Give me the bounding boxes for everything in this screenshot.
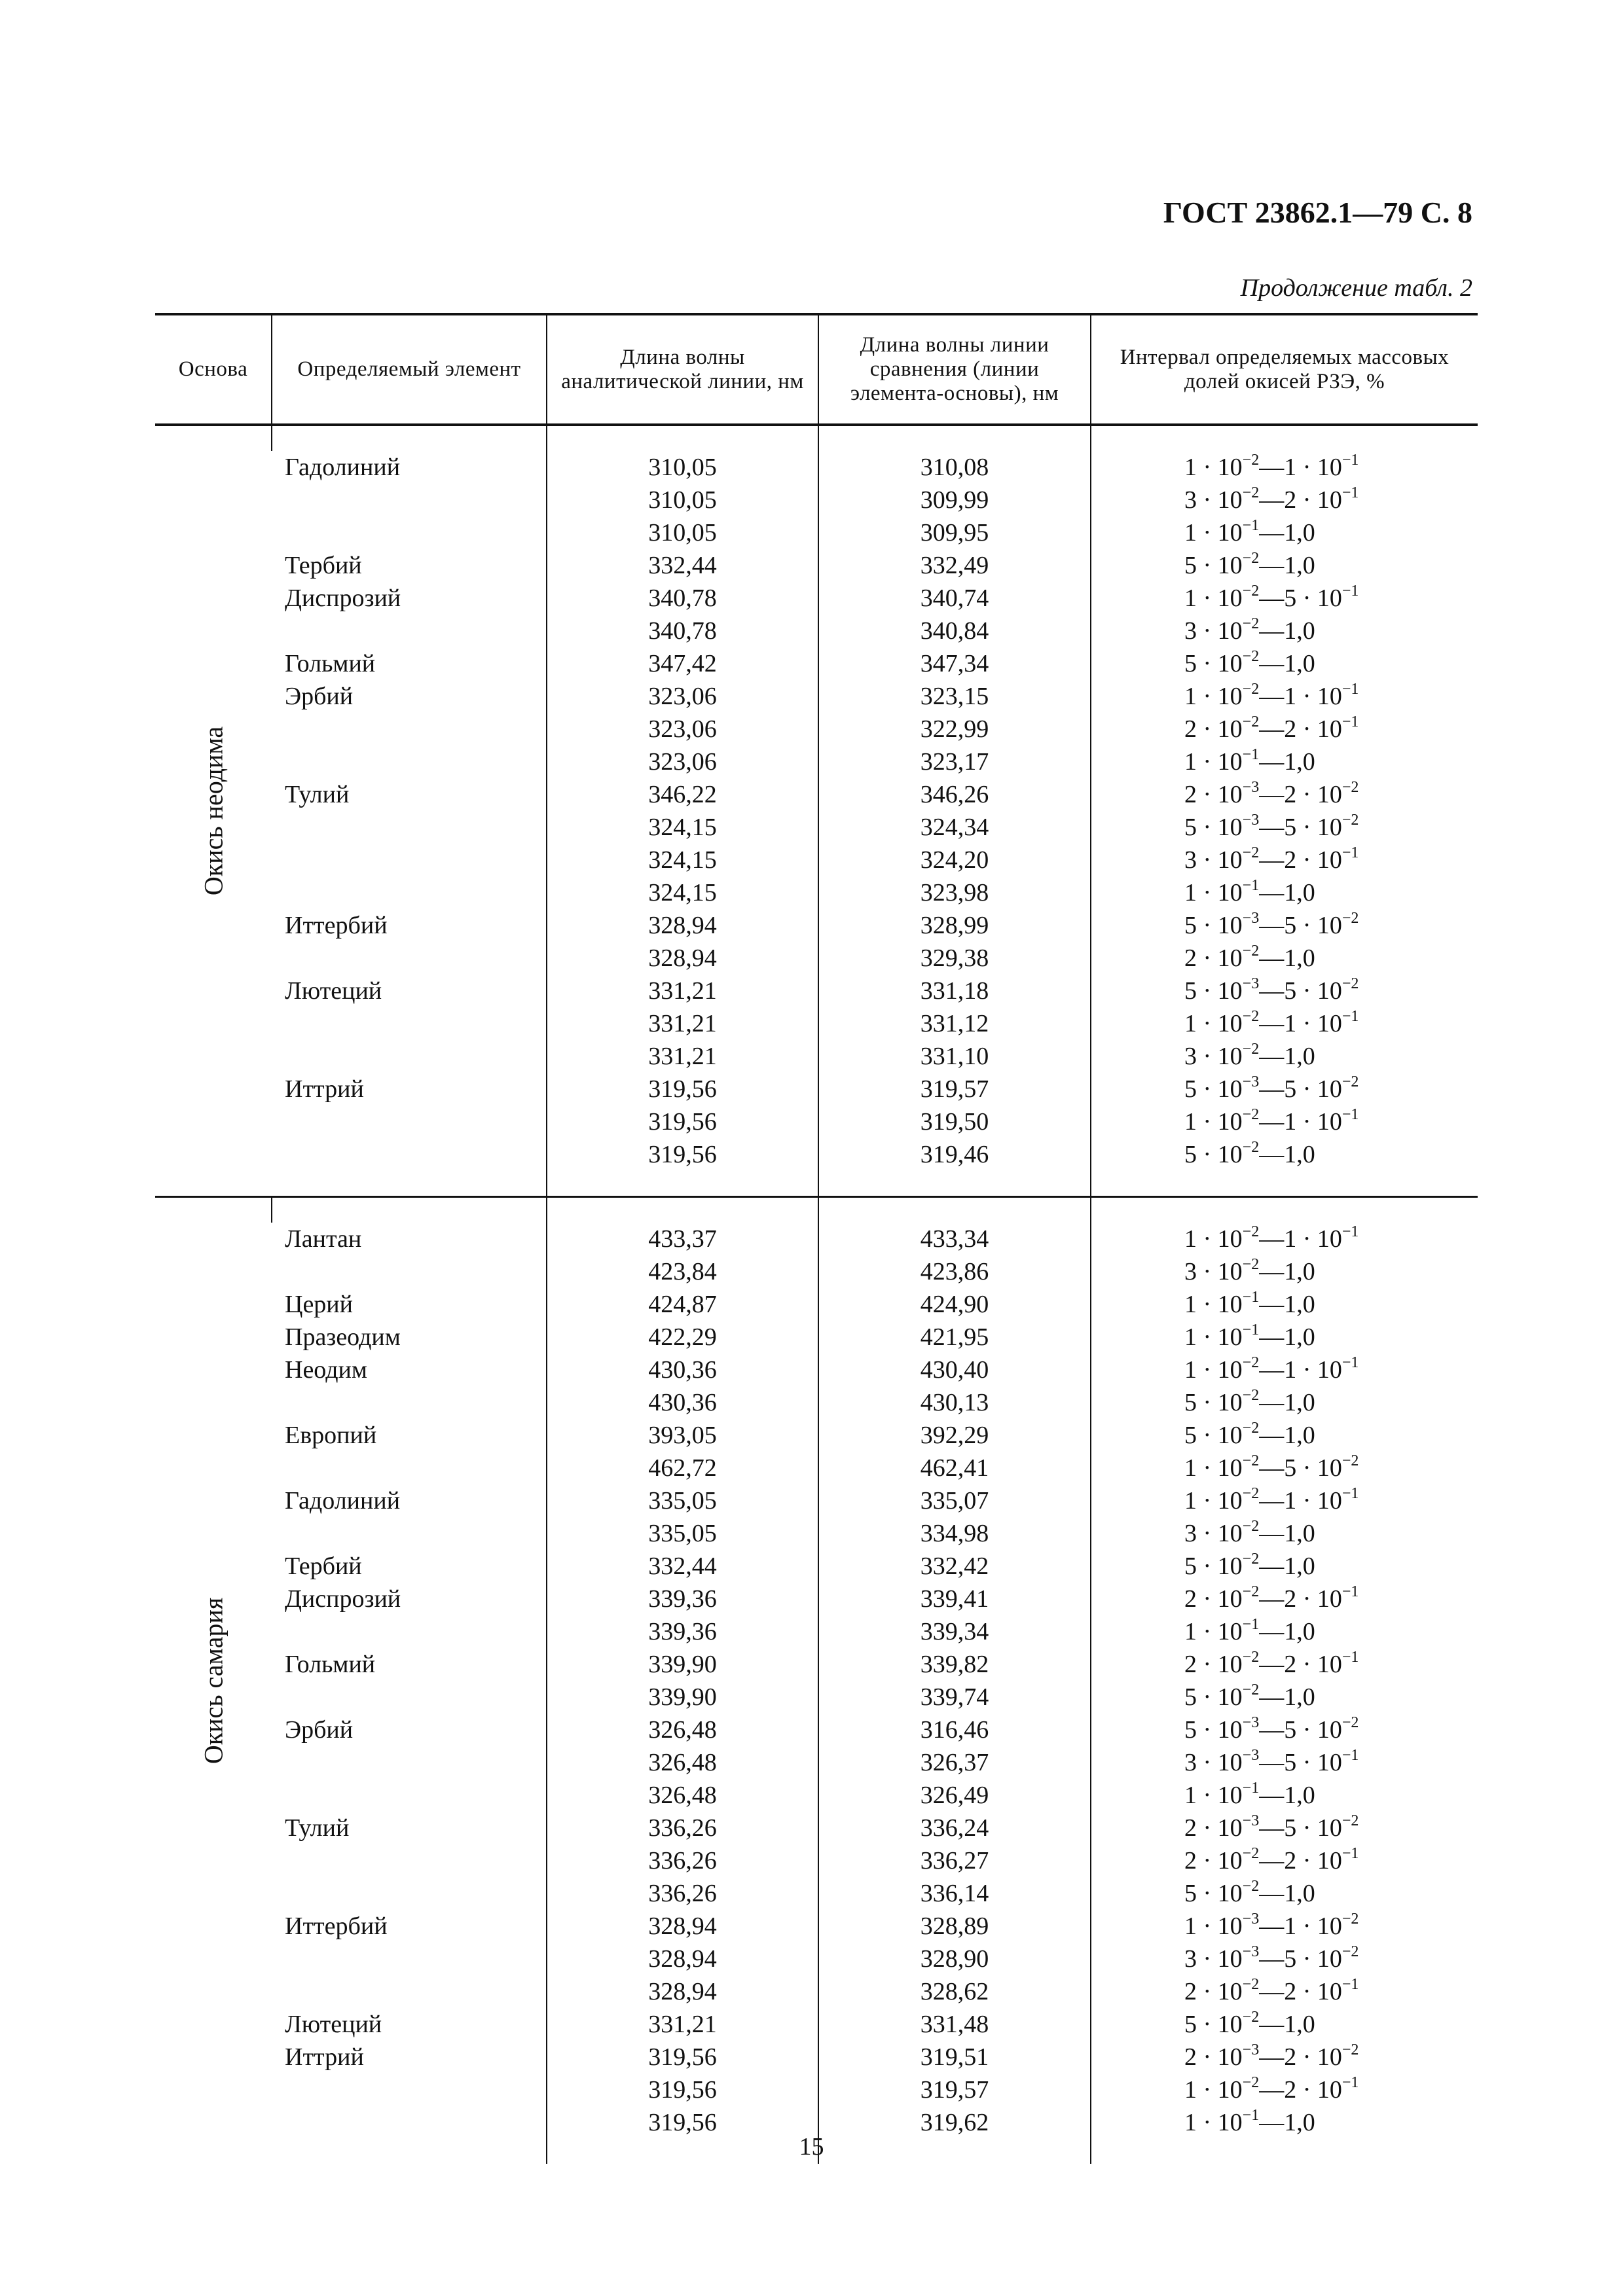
table-row — [155, 516, 1478, 549]
analytical-wavelength-cell: 340,78 — [547, 582, 818, 615]
mass-fraction-range-cell: $1 \cdot 10^{-1}—1,0$ — [1091, 1779, 1478, 1812]
reference-wavelength-cell: 309,99 — [818, 484, 1091, 516]
element-name-cell — [272, 1255, 547, 1288]
reference-wavelength-cell: 462,41 — [818, 1452, 1091, 1484]
reference-wavelength-cell: 332,49 — [818, 549, 1091, 582]
table-row — [155, 1223, 1478, 1255]
element-name-cell: Гольмий — [285, 650, 376, 677]
table-row — [155, 1975, 1478, 2008]
element-name-cell: Лютеций — [285, 977, 382, 1005]
spacer-cell — [1091, 1171, 1478, 1197]
mass-fraction-range-cell: $2 \cdot 10^{-2}—2 \cdot 10^{-1}$ — [1091, 1583, 1478, 1615]
analytical-wavelength-cell: 323,06 — [547, 713, 818, 745]
analytical-wavelength-cell: 310,05 — [547, 484, 818, 516]
mass-fraction-range-cell: $1 \cdot 10^{-2}—1 \cdot 10^{-1}$ — [1091, 1007, 1478, 1040]
reference-wavelength-cell: 329,38 — [818, 942, 1091, 975]
mass-fraction-range-cell: $3 \cdot 10^{-2}—1,0$ — [1091, 1040, 1478, 1073]
element-name-cell — [272, 844, 547, 876]
mass-fraction-range-cell: $1 \cdot 10^{-2}—1 \cdot 10^{-1}$ — [1091, 1354, 1478, 1386]
element-name-cell — [272, 1746, 547, 1779]
mass-fraction-range-cell: $1 \cdot 10^{-1}—1,0$ — [1091, 2106, 1478, 2139]
reference-wavelength-cell: 323,17 — [818, 745, 1091, 778]
analytical-wavelength-cell: 336,26 — [547, 1844, 818, 1877]
mass-fraction-range-cell: $1 \cdot 10^{-2}—1 \cdot 10^{-1}$ — [1091, 680, 1478, 713]
reference-wavelength-cell: 324,34 — [818, 811, 1091, 844]
table-row — [155, 1321, 1478, 1354]
table-row — [155, 778, 1478, 811]
analytical-wavelength-cell: 324,15 — [547, 844, 818, 876]
spacer-cell — [547, 1198, 818, 1223]
table-row — [155, 1877, 1478, 1910]
mass-fraction-range-cell: $1 \cdot 10^{-1}—1,0$ — [1091, 1321, 1478, 1354]
element-name-cell — [272, 1040, 547, 1073]
mass-fraction-range-cell: $2 \cdot 10^{-2}—2 \cdot 10^{-1}$ — [1091, 1975, 1478, 2008]
table-row — [155, 1910, 1478, 1943]
element-name-cell — [272, 1386, 547, 1419]
mass-fraction-range-cell: $5 \cdot 10^{-2}—1,0$ — [1091, 1419, 1478, 1452]
mass-fraction-range-cell: $3 \cdot 10^{-3}—5 \cdot 10^{-1}$ — [1091, 1746, 1478, 1779]
reference-wavelength-cell: 316,46 — [818, 1713, 1091, 1746]
table-row — [155, 1517, 1478, 1550]
table-row — [155, 582, 1478, 615]
element-name-cell — [272, 1943, 547, 1975]
reference-wavelength-cell: 328,89 — [818, 1910, 1091, 1943]
table-row — [155, 1386, 1478, 1419]
mass-fraction-range-cell: $2 \cdot 10^{-2}—2 \cdot 10^{-1}$ — [1091, 1844, 1478, 1877]
element-name-cell: Иттрий — [285, 1075, 364, 1103]
element-name-cell — [272, 1615, 547, 1648]
mass-fraction-range-cell: $2 \cdot 10^{-3}—5 \cdot 10^{-2}$ — [1091, 1812, 1478, 1844]
table-row — [155, 1354, 1478, 1386]
spacer-cell — [272, 1198, 547, 1223]
spacer-cell — [818, 1171, 1091, 1197]
element-name-cell — [272, 2073, 547, 2106]
analytical-wavelength-cell: 422,29 — [547, 1321, 818, 1354]
element-name-cell — [272, 1779, 547, 1812]
column-header-element: Определяемый элемент — [272, 314, 547, 425]
table-row — [155, 909, 1478, 942]
table-row — [155, 1040, 1478, 1073]
analytical-wavelength-cell: 319,56 — [547, 1073, 818, 1105]
reference-wavelength-cell: 319,57 — [818, 2073, 1091, 2106]
mass-fraction-range-cell: $1 \cdot 10^{-1}—1,0$ — [1091, 876, 1478, 909]
element-name-cell — [272, 484, 547, 516]
reference-wavelength-cell: 430,13 — [818, 1386, 1091, 1419]
element-name-cell — [272, 1975, 547, 2008]
mass-fraction-range-cell: $1 \cdot 10^{-2}—1 \cdot 10^{-1}$ — [1091, 1223, 1478, 1255]
reference-wavelength-cell: 324,20 — [818, 844, 1091, 876]
spacer-cell — [547, 425, 818, 451]
analytical-wavelength-cell: 339,90 — [547, 1681, 818, 1713]
analytical-wavelength-cell: 310,05 — [547, 516, 818, 549]
table-row — [155, 1288, 1478, 1321]
reference-wavelength-cell: 336,24 — [818, 1812, 1091, 1844]
table-row — [155, 1943, 1478, 1975]
table-row — [155, 975, 1478, 1007]
element-name-cell: Лютеций — [285, 2011, 382, 2038]
mass-fraction-range-cell: $1 \cdot 10^{-2}—5 \cdot 10^{-1}$ — [1091, 582, 1478, 615]
reference-wavelength-cell: 335,07 — [818, 1484, 1091, 1517]
reference-wavelength-cell: 319,50 — [818, 1105, 1091, 1138]
analytical-wavelength-cell: 326,48 — [547, 1779, 818, 1812]
element-name-cell: Гольмий — [285, 1651, 376, 1678]
mass-fraction-range-cell: $1 \cdot 10^{-1}—1,0$ — [1091, 516, 1478, 549]
analytical-wavelength-cell: 323,06 — [547, 680, 818, 713]
analytical-wavelength-cell: 336,26 — [547, 1812, 818, 1844]
analytical-wavelength-cell: 319,56 — [547, 2041, 818, 2073]
analytical-wavelength-cell: 433,37 — [547, 1223, 818, 1255]
element-name-cell — [272, 811, 547, 844]
mass-fraction-range-cell: $3 \cdot 10^{-2}—1,0$ — [1091, 615, 1478, 647]
reference-wavelength-cell: 319,51 — [818, 2041, 1091, 2073]
element-name-cell: Иттербий — [285, 1912, 388, 1940]
element-name-cell — [272, 1452, 547, 1484]
element-name-cell: Европий — [285, 1422, 377, 1449]
table-row — [155, 1073, 1478, 1105]
reference-wavelength-cell: 326,37 — [818, 1746, 1091, 1779]
section-bottom-spacer — [155, 1171, 1478, 1197]
reference-wavelength-cell: 328,90 — [818, 1943, 1091, 1975]
analytical-wavelength-cell: 328,94 — [547, 942, 818, 975]
table-row — [155, 1484, 1478, 1517]
table-row — [155, 1138, 1478, 1171]
mass-fraction-range-cell: $1 \cdot 10^{-2}—1 \cdot 10^{-1}$ — [1091, 451, 1478, 484]
reference-wavelength-cell: 424,90 — [818, 1288, 1091, 1321]
analytical-wavelength-cell: 328,94 — [547, 1910, 818, 1943]
element-name-cell — [272, 1877, 547, 1910]
table-row — [155, 680, 1478, 713]
reference-wavelength-cell: 319,57 — [818, 1073, 1091, 1105]
mass-fraction-range-cell: $1 \cdot 10^{-1}—1,0$ — [1091, 1615, 1478, 1648]
element-name-cell: Иттербий — [285, 912, 388, 939]
table-row — [155, 2073, 1478, 2106]
mass-fraction-range-cell: $1 \cdot 10^{-1}—1,0$ — [1091, 1288, 1478, 1321]
analytical-wavelength-cell: 328,94 — [547, 1975, 818, 2008]
table-row — [155, 1583, 1478, 1615]
analytical-wavelength-cell: 331,21 — [547, 2008, 818, 2041]
mass-fraction-range-cell: $1 \cdot 10^{-2}—2 \cdot 10^{-1}$ — [1091, 2073, 1478, 2106]
table-row — [155, 2041, 1478, 2073]
mass-fraction-range-cell: $2 \cdot 10^{-3}—2 \cdot 10^{-2}$ — [1091, 778, 1478, 811]
reference-wavelength-cell: 339,82 — [818, 1648, 1091, 1681]
spacer-cell — [1091, 425, 1478, 451]
analytical-wavelength-cell: 336,26 — [547, 1877, 818, 1910]
reference-wavelength-cell: 328,62 — [818, 1975, 1091, 2008]
element-name-cell: Тербий — [285, 1552, 362, 1580]
base-material-label: Окись самария — [198, 1597, 228, 1765]
mass-fraction-range-cell: $5 \cdot 10^{-2}—1,0$ — [1091, 1138, 1478, 1171]
analytical-wavelength-cell: 319,56 — [547, 1138, 818, 1171]
spacer-cell — [272, 425, 547, 451]
reference-wavelength-cell: 319,62 — [818, 2106, 1091, 2139]
reference-wavelength-cell: 340,74 — [818, 582, 1091, 615]
analytical-wavelength-cell: 393,05 — [547, 1419, 818, 1452]
reference-wavelength-cell: 423,86 — [818, 1255, 1091, 1288]
element-name-cell: Эрбий — [285, 683, 354, 710]
mass-fraction-range-cell: $2 \cdot 10^{-2}—2 \cdot 10^{-1}$ — [1091, 713, 1478, 745]
element-name-cell — [272, 1517, 547, 1550]
element-name-cell: Тербий — [285, 552, 362, 579]
analytical-wavelength-cell: 319,56 — [547, 1105, 818, 1138]
analytical-wavelength-cell: 326,48 — [547, 1746, 818, 1779]
analytical-wavelength-cell: 430,36 — [547, 1354, 818, 1386]
mass-fraction-range-cell: $3 \cdot 10^{-2}—1,0$ — [1091, 1255, 1478, 1288]
table-row — [155, 713, 1478, 745]
table-row — [155, 1812, 1478, 1844]
element-name-cell: Церий — [285, 1291, 353, 1318]
element-name-cell: Диспрозий — [285, 584, 401, 612]
table-row — [155, 1779, 1478, 1812]
spectral-lines-table — [155, 313, 1478, 2164]
table-caption: Продолжение табл. 2 — [1240, 274, 1472, 302]
analytical-wavelength-cell: 319,56 — [547, 2073, 818, 2106]
reference-wavelength-cell: 334,98 — [818, 1517, 1091, 1550]
mass-fraction-range-cell: $2 \cdot 10^{-3}—2 \cdot 10^{-2}$ — [1091, 2041, 1478, 2073]
base-material-label: Окись неодима — [198, 726, 228, 896]
mass-fraction-range-cell: $1 \cdot 10^{-2}—5 \cdot 10^{-2}$ — [1091, 1452, 1478, 1484]
mass-fraction-range-cell: $5 \cdot 10^{-2}—1,0$ — [1091, 1550, 1478, 1583]
element-name-cell: Лантан — [285, 1225, 362, 1253]
reference-wavelength-cell: 323,15 — [818, 680, 1091, 713]
mass-fraction-range-cell: $5 \cdot 10^{-2}—1,0$ — [1091, 1681, 1478, 1713]
mass-fraction-range-cell: $2 \cdot 10^{-2}—1,0$ — [1091, 942, 1478, 975]
analytical-wavelength-cell: 347,42 — [547, 647, 818, 680]
element-name-cell — [272, 942, 547, 975]
reference-wavelength-cell: 340,84 — [818, 615, 1091, 647]
base-material-cell — [155, 425, 272, 1197]
table-row — [155, 1255, 1478, 1288]
table-row — [155, 484, 1478, 516]
element-name-cell: Иттрий — [285, 2043, 364, 2071]
reference-wavelength-cell: 332,42 — [818, 1550, 1091, 1583]
mass-fraction-range-cell: $5 \cdot 10^{-3}—5 \cdot 10^{-2}$ — [1091, 909, 1478, 942]
mass-fraction-range-cell: $5 \cdot 10^{-2}—1,0$ — [1091, 2008, 1478, 2041]
analytical-wavelength-cell: 332,44 — [547, 1550, 818, 1583]
table-row — [155, 811, 1478, 844]
element-name-cell — [272, 1844, 547, 1877]
reference-wavelength-cell: 336,27 — [818, 1844, 1091, 1877]
base-material-cell — [155, 1198, 272, 2164]
table-row — [155, 1746, 1478, 1779]
reference-wavelength-cell: 346,26 — [818, 778, 1091, 811]
analytical-wavelength-cell: 339,36 — [547, 1583, 818, 1615]
column-header-analytical-wavelength: Длина волны аналитической линии, нм — [547, 314, 818, 425]
element-name-cell: Диспрозий — [285, 1585, 401, 1613]
reference-wavelength-cell: 328,99 — [818, 909, 1091, 942]
table-row — [155, 1844, 1478, 1877]
table-row — [155, 2008, 1478, 2041]
element-name-cell: Неодим — [285, 1356, 367, 1384]
element-name-cell — [272, 713, 547, 745]
spacer-cell — [547, 1171, 818, 1197]
reference-wavelength-cell: 421,95 — [818, 1321, 1091, 1354]
reference-wavelength-cell: 430,40 — [818, 1354, 1091, 1386]
analytical-wavelength-cell: 319,56 — [547, 2106, 818, 2139]
analytical-wavelength-cell: 331,21 — [547, 975, 818, 1007]
analytical-wavelength-cell: 328,94 — [547, 1943, 818, 1975]
table-row — [155, 1681, 1478, 1713]
reference-wavelength-cell: 331,12 — [818, 1007, 1091, 1040]
table-row — [155, 844, 1478, 876]
reference-wavelength-cell: 339,34 — [818, 1615, 1091, 1648]
column-header-base: Основа — [155, 314, 272, 425]
table-row — [155, 745, 1478, 778]
element-name-cell — [272, 876, 547, 909]
mass-fraction-range-cell: $5 \cdot 10^{-3}—5 \cdot 10^{-2}$ — [1091, 1073, 1478, 1105]
analytical-wavelength-cell: 331,21 — [547, 1040, 818, 1073]
mass-fraction-range-cell: $1 \cdot 10^{-2}—1 \cdot 10^{-1}$ — [1091, 1105, 1478, 1138]
analytical-wavelength-cell: 423,84 — [547, 1255, 818, 1288]
element-name-cell — [272, 516, 547, 549]
reference-wavelength-cell: 322,99 — [818, 713, 1091, 745]
table-row — [155, 942, 1478, 975]
table-row — [155, 876, 1478, 909]
element-name-cell: Празеодим — [285, 1323, 401, 1351]
mass-fraction-range-cell: $3 \cdot 10^{-2}—2 \cdot 10^{-1}$ — [1091, 484, 1478, 516]
element-name-cell: Эрбий — [285, 1716, 354, 1744]
element-name-cell — [272, 615, 547, 647]
page-number: 15 — [799, 2133, 824, 2161]
element-name-cell — [272, 1105, 547, 1138]
analytical-wavelength-cell: 462,72 — [547, 1452, 818, 1484]
table-row — [155, 615, 1478, 647]
element-name-cell: Тулий — [285, 1814, 350, 1842]
reference-wavelength-cell: 392,29 — [818, 1419, 1091, 1452]
mass-fraction-range-cell: $2 \cdot 10^{-2}—2 \cdot 10^{-1}$ — [1091, 1648, 1478, 1681]
reference-wavelength-cell: 310,08 — [818, 451, 1091, 484]
table-row — [155, 1648, 1478, 1681]
document-code: ГОСТ 23862.1—79 С. 8 — [1163, 196, 1472, 229]
reference-wavelength-cell: 336,14 — [818, 1877, 1091, 1910]
table-row — [155, 1105, 1478, 1138]
mass-fraction-range-cell: $3 \cdot 10^{-3}—5 \cdot 10^{-2}$ — [1091, 1943, 1478, 1975]
table-row — [155, 647, 1478, 680]
analytical-wavelength-cell: 430,36 — [547, 1386, 818, 1419]
column-header-mass-fraction-range: Интервал определяемых массовых долей окисей РЗЭ, % — [1091, 314, 1478, 425]
reference-wavelength-cell: 323,98 — [818, 876, 1091, 909]
reference-wavelength-cell: 326,49 — [818, 1779, 1091, 1812]
analytical-wavelength-cell: 331,21 — [547, 1007, 818, 1040]
element-name-cell: Тулий — [285, 781, 350, 808]
element-name-cell: Гадолиний — [285, 1487, 401, 1515]
table-row — [155, 1615, 1478, 1648]
table-row — [155, 1007, 1478, 1040]
analytical-wavelength-cell: 326,48 — [547, 1713, 818, 1746]
analytical-wavelength-cell: 324,15 — [547, 876, 818, 909]
element-name-cell — [272, 1681, 547, 1713]
mass-fraction-range-cell: $5 \cdot 10^{-2}—1,0$ — [1091, 1877, 1478, 1910]
table-row — [155, 1713, 1478, 1746]
analytical-wavelength-cell: 335,05 — [547, 1484, 818, 1517]
mass-fraction-range-cell: $5 \cdot 10^{-2}—1,0$ — [1091, 549, 1478, 582]
reference-wavelength-cell: 331,10 — [818, 1040, 1091, 1073]
analytical-wavelength-cell: 328,94 — [547, 909, 818, 942]
analytical-wavelength-cell: 323,06 — [547, 745, 818, 778]
element-name-cell: Гадолиний — [285, 454, 401, 481]
mass-fraction-range-cell: $5 \cdot 10^{-3}—5 \cdot 10^{-2}$ — [1091, 1713, 1478, 1746]
mass-fraction-range-cell: $1 \cdot 10^{-1}—1,0$ — [1091, 745, 1478, 778]
analytical-wavelength-cell: 340,78 — [547, 615, 818, 647]
mass-fraction-range-cell: $5 \cdot 10^{-3}—5 \cdot 10^{-2}$ — [1091, 811, 1478, 844]
analytical-wavelength-cell: 332,44 — [547, 549, 818, 582]
spacer-cell — [1091, 1198, 1478, 1223]
table-body — [155, 425, 1478, 2164]
analytical-wavelength-cell: 324,15 — [547, 811, 818, 844]
spacer-cell — [818, 1198, 1091, 1223]
reference-wavelength-cell: 433,34 — [818, 1223, 1091, 1255]
analytical-wavelength-cell: 424,87 — [547, 1288, 818, 1321]
element-name-cell — [272, 1138, 547, 1171]
table-row — [155, 451, 1478, 484]
mass-fraction-range-cell: $1 \cdot 10^{-3}—1 \cdot 10^{-2}$ — [1091, 1910, 1478, 1943]
reference-wavelength-cell: 331,48 — [818, 2008, 1091, 2041]
table-header-row — [155, 314, 1478, 425]
spacer-cell — [818, 425, 1091, 451]
mass-fraction-range-cell: $5 \cdot 10^{-2}—1,0$ — [1091, 1386, 1478, 1419]
analytical-wavelength-cell: 310,05 — [547, 451, 818, 484]
reference-wavelength-cell: 319,46 — [818, 1138, 1091, 1171]
reference-wavelength-cell: 339,74 — [818, 1681, 1091, 1713]
reference-wavelength-cell: 309,95 — [818, 516, 1091, 549]
mass-fraction-range-cell: $3 \cdot 10^{-2}—2 \cdot 10^{-1}$ — [1091, 844, 1478, 876]
table-row — [155, 1419, 1478, 1452]
table-row — [155, 1550, 1478, 1583]
analytical-wavelength-cell: 346,22 — [547, 778, 818, 811]
mass-fraction-range-cell: $5 \cdot 10^{-2}—1,0$ — [1091, 647, 1478, 680]
spacer-cell — [272, 1171, 547, 1197]
analytical-wavelength-cell: 339,36 — [547, 1615, 818, 1648]
reference-wavelength-cell: 339,41 — [818, 1583, 1091, 1615]
column-header-reference-wavelength: Длина волны линии сравнения (линии элемента-основы), нм — [818, 314, 1091, 425]
section-top-spacer — [155, 425, 1478, 451]
element-name-cell — [272, 1007, 547, 1040]
reference-wavelength-cell: 331,18 — [818, 975, 1091, 1007]
section-top-spacer — [155, 1198, 1478, 1223]
reference-wavelength-cell: 347,34 — [818, 647, 1091, 680]
table-row — [155, 549, 1478, 582]
mass-fraction-range-cell: $3 \cdot 10^{-2}—1,0$ — [1091, 1517, 1478, 1550]
mass-fraction-range-cell: $1 \cdot 10^{-2}—1 \cdot 10^{-1}$ — [1091, 1484, 1478, 1517]
element-name-cell — [272, 745, 547, 778]
mass-fraction-range-cell: $5 \cdot 10^{-3}—5 \cdot 10^{-2}$ — [1091, 975, 1478, 1007]
analytical-wavelength-cell: 335,05 — [547, 1517, 818, 1550]
table-row — [155, 1452, 1478, 1484]
analytical-wavelength-cell: 339,90 — [547, 1648, 818, 1681]
